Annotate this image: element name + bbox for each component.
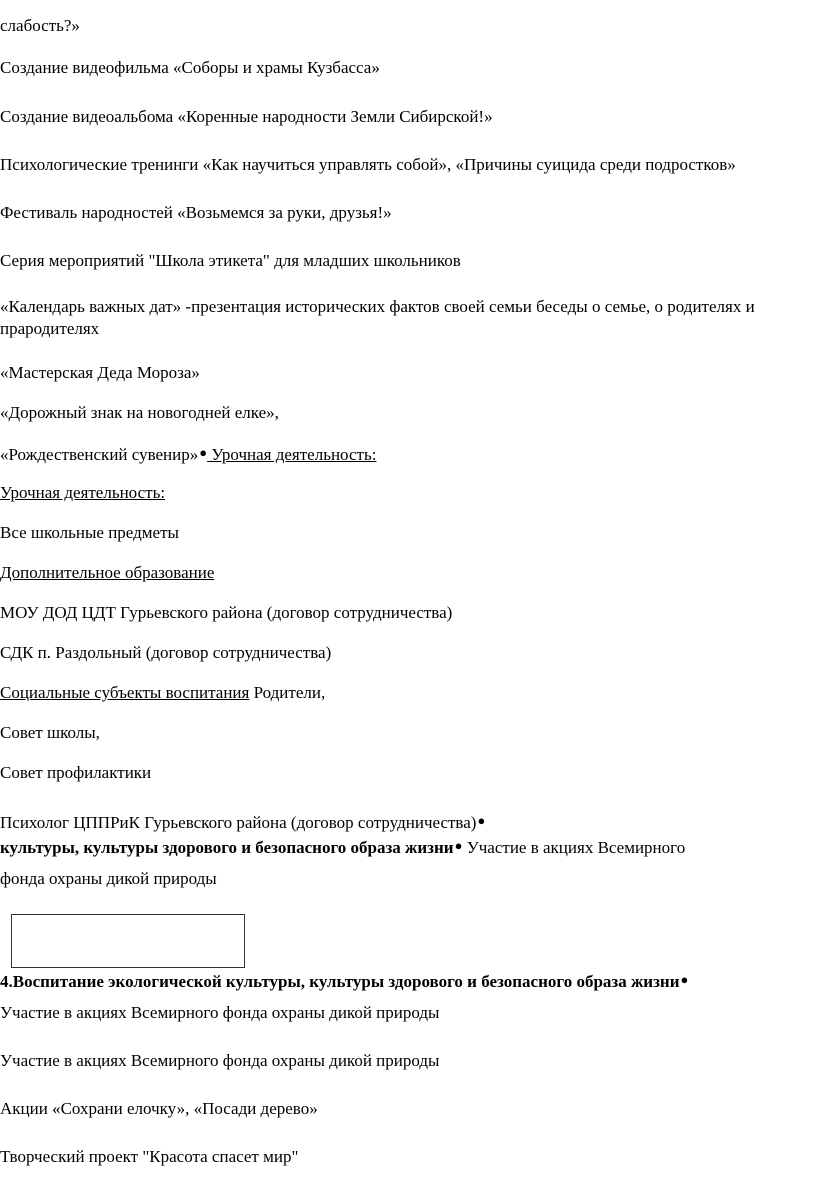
text-line: «Дорожный знак на новогодней елке», — [0, 403, 279, 422]
bullet-icon: ● — [454, 838, 463, 853]
section-heading: Урочная деятельность: — [207, 445, 377, 464]
bold-text: культуры, культуры здорового и безопасного образа жизни — [0, 838, 454, 857]
text-line: Участие в акциях Всемирного фонда охраны дикой природы — [0, 1003, 440, 1022]
section-heading: Урочная деятельность: — [0, 483, 166, 502]
bold-text: 4.Воспитание экологической культуры, культуры здорового и безопасного образа жизни — [0, 972, 680, 991]
text-line: Творческий проект "Красота спасет мир" — [0, 1147, 299, 1166]
text-line: слабость?» — [0, 16, 80, 35]
text-line: Создание видеофильма «Соборы и храмы Кузбасса» — [0, 58, 380, 77]
text-line: МОУ ДОД ЦДТ Гурьевского района (договор сотрудничества) — [0, 603, 453, 622]
text-line: Создание видеоальбома «Коренные народности Земли Сибирской!» — [0, 107, 493, 126]
text-line: Совет школы, — [0, 723, 100, 742]
text-line: «Мастерская Деда Мороза» — [0, 363, 200, 382]
text-line: Серия мероприятий "Школа этикета" для младших школьников — [0, 251, 461, 270]
text-line: Акции «Сохрани елочку», «Посади дерево» — [0, 1099, 318, 1118]
text-segment: Участие в акциях Всемирного — [462, 838, 686, 857]
section-heading: Социальные субъекты воспитания — [0, 683, 250, 702]
bullet-icon: ● — [477, 813, 486, 828]
text-line: Совет профилактики — [0, 763, 152, 782]
text-line — [0, 442, 376, 466]
section-heading: Дополнительное образование — [0, 563, 215, 582]
text-line — [0, 682, 325, 704]
text-paragraph: «Календарь важных дат» -презентация исторических фактов своей семьи беседы о семье, о родителях и прародителях — [0, 297, 755, 338]
text-line: фонда охраны дикой природы — [0, 869, 217, 888]
text-segment: «Рождественский сувенир» — [0, 445, 199, 464]
text-line — [0, 810, 485, 834]
text-segment: Психолог ЦППРиК Гурьевского района (договор сотрудничества) — [0, 813, 477, 832]
text-segment: Родители, — [249, 683, 326, 702]
section-title — [0, 969, 688, 993]
text-line: Психологические тренинги «Как научиться управлять собой», «Причины суицида среди подростков» — [0, 155, 736, 174]
text-line: Участие в акциях Всемирного фонда охраны дикой природы — [0, 1051, 440, 1070]
text-line — [0, 835, 685, 859]
text-line: Фестиваль народностей «Возьмемся за руки, друзья!» — [0, 203, 392, 222]
text-line: Все школьные предметы — [0, 523, 179, 542]
bullet-icon: ● — [199, 445, 208, 460]
text-line: СДК п. Раздольный (договор сотрудничества) — [0, 643, 332, 662]
empty-box — [11, 914, 245, 968]
bullet-icon: ● — [680, 972, 689, 987]
